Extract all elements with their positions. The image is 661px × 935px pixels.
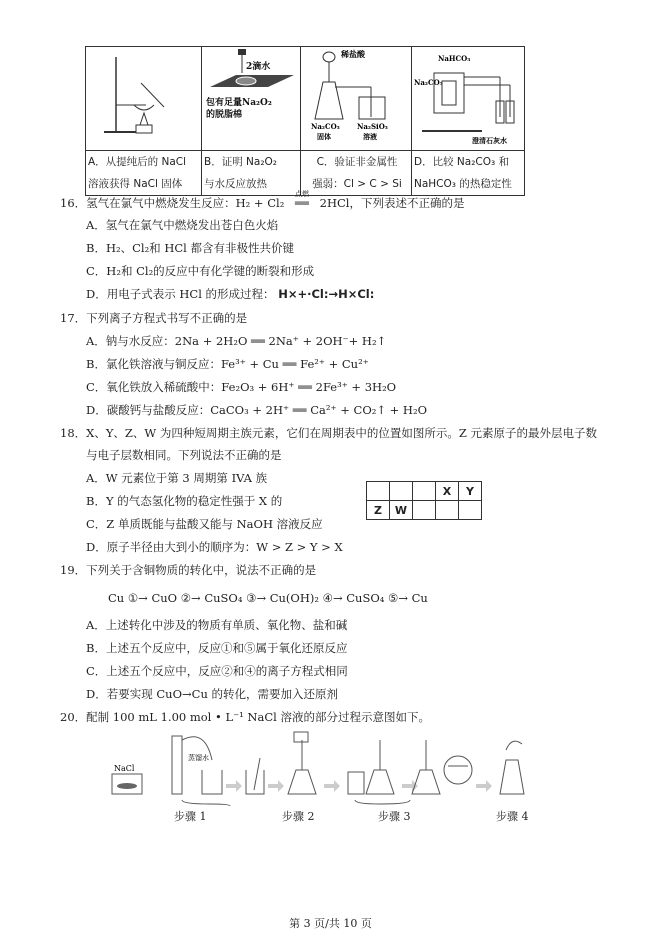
cell-y: Y [459, 482, 482, 501]
nacl-label: NaCl [114, 764, 135, 773]
q19-stem: 19．下列关于含铜物质的转化中，说法不正确的是 [60, 563, 317, 577]
label-na2co3: Na₂CO₃ [311, 122, 340, 131]
label-nahco3: NaHCO₃ [438, 54, 471, 63]
label-na2sio3: Na₂SiO₃ [357, 122, 388, 131]
q18-option-c: C．Z 单质既能与盐酸又能与 NaOH 溶液反应 [86, 517, 323, 531]
q17-option-d: D．碳酸钙与盐酸反应：CaCO₃ + 2H⁺ ══ Ca²⁺ + CO₂↑ + H₂O [86, 403, 428, 417]
page-footer: 第 3 页/共 10 页 [289, 917, 372, 930]
label-lime-water: 澄清石灰水 [472, 136, 507, 145]
q18-stem-1: 18．X、Y、Z、W 为四种短周期主族元素，它们在周期表中的位置如图所示。Z 元素原子的最外层电子数 [60, 426, 598, 440]
q20-stem: 20．配制 100 mL 1.00 mol • L⁻¹ NaCl 溶液的部分过程示意图如下。 [60, 710, 430, 724]
step-2-label: 步骤 2 [282, 810, 315, 823]
caption-a: A．从提纯后的 NaCl 溶液获得 NaCl 固体 [86, 151, 202, 196]
label-cotton-2: 的脱脂棉 [206, 110, 243, 120]
step-3-label: 步骤 3 [378, 810, 411, 823]
label-acid: 稀盐酸 [341, 49, 365, 59]
apparatus-thermal [412, 47, 525, 151]
q17-option-c: C．氧化铁放入稀硫酸中：Fe₂O₃ + 6H⁺ ══ 2Fe³⁺ + 3H₂O [86, 380, 397, 394]
step-1-label: 步骤 1 [174, 810, 207, 823]
cell-x: X [436, 482, 459, 501]
electron-formula: H×+·Cl:→H×Cl: [278, 287, 375, 301]
q19-option-a: A．上述转化中涉及的物质有单质、氧化物、盐和碱 [86, 618, 348, 632]
solution-prep-diagram [110, 730, 550, 806]
caption-c: C．验证非金属性 强弱：Cl > C > Si [301, 151, 412, 196]
q18-option-b: B．Y 的气态氢化物的稳定性强于 X 的 [86, 494, 283, 508]
q18-option-d: D．原子半径由大到小的顺序为：W > Z > Y > X [86, 540, 343, 554]
q17-option-b: B．氯化铁溶液与铜反应：Fe³⁺ + Cu ══ Fe²⁺ + Cu²⁺ [86, 357, 369, 371]
cell-w: W [390, 501, 413, 520]
apparatus-na2o2 [202, 47, 301, 151]
experiment-table [85, 46, 525, 196]
cell-z: Z [367, 501, 390, 520]
label-solution: 溶液 [363, 132, 377, 141]
label-solid: 固体 [317, 132, 331, 141]
label-water: 2滴水 [246, 62, 271, 72]
q16-option-c: C．H₂和 Cl₂的反应中有化学键的断裂和形成 [86, 264, 315, 278]
caption-d: D．比较 Na₂CO₃ 和 NaHCO₃ 的热稳定性 [412, 151, 525, 196]
apparatus-acidity [301, 47, 412, 151]
q18-option-a: A．W 元素位于第 3 周期第 IVA 族 [86, 471, 268, 485]
q16-option-a: A．氢气在氯气中燃烧发出苍白色火焰 [86, 218, 279, 232]
copper-chain: Cu ①→ CuO ②→ CuSO₄ ③→ Cu(OH)₂ ④→ CuSO₄ ⑤→ Cu [108, 591, 428, 605]
q18-stem-2: 与电子层数相同。下列说法不正确的是 [86, 448, 282, 462]
q17-option-a: A．钠与水反应：2Na + 2H₂O ══ 2Na⁺ + 2OH⁻+ H₂↑ [86, 334, 387, 348]
distilled-water-label: 蒸馏水 [188, 754, 209, 762]
reaction-condition: 点燃 [294, 190, 309, 198]
caption-b: B．证明 Na₂O₂ 与水反应放热 [202, 151, 301, 196]
q16-option-d: D．用电子式表示 HCl 的形成过程： H×+·Cl:→H×Cl: [86, 287, 375, 301]
periodic-grid [366, 481, 482, 520]
q19-option-d: D．若要实现 CuO→Cu 的转化，需要加入还原剂 [86, 687, 339, 701]
label-na2co3-d: Na₂CO₃ [414, 78, 443, 87]
q16-stem: 16．氢气在氯气中燃烧发生反应：H₂ + Cl₂ 点燃 ══ 2HCl，下列表述不正确的是 [60, 195, 464, 211]
step-4-label: 步骤 4 [496, 810, 529, 823]
apparatus-evaporation [86, 47, 202, 151]
q16-option-b: B．H₂、Cl₂和 HCl 都含有非极性共价键 [86, 241, 294, 255]
label-cotton: 包有足量Na₂O₂ [206, 98, 272, 108]
q19-option-b: B．上述五个反应中，反应①和⑤属于氧化还原反应 [86, 641, 348, 655]
q17-stem: 17．下列离子方程式书写不正确的是 [60, 311, 248, 325]
q19-option-c: C．上述五个反应中，反应②和④的离子方程式相同 [86, 664, 348, 678]
